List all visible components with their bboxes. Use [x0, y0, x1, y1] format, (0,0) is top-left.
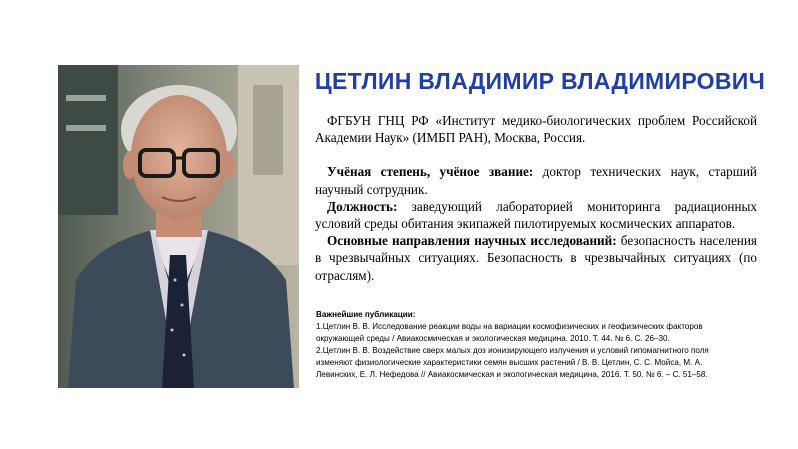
research-value: безопасность населения в чрезвычайных ситуациях. Безопасность в чрезвычайных ситуациях (по отраслям). [315, 233, 757, 283]
research-paragraph [315, 232, 757, 284]
position-paragraph [315, 198, 757, 232]
bio-text [315, 112, 757, 284]
person-name-title: ЦЕТЛИН ВЛАДИМИР ВЛАДИМИРОВИЧ [314, 68, 766, 94]
portrait-photo [58, 65, 299, 388]
publication-line: 1.Цетлин В. В. Исследование реакции воды на вариации космофизических и геофизических факторов [316, 322, 703, 332]
research-label: Основные направления научных исследований: [327, 233, 617, 249]
affiliation-text: ФГБУН ГНЦ РФ «Институт медико-биологических проблем Российской Академии Наук» (ИМБП РАН), Москва, Россия. [315, 113, 757, 146]
publications-block [316, 309, 776, 382]
degree-value: доктор технических наук, старший научный сотрудник. [315, 164, 757, 197]
portrait-illustration [58, 65, 299, 388]
degree-label: Учёная степень, учёное звание: [327, 164, 534, 180]
degree-paragraph [315, 163, 757, 197]
publication-line: изменяют физиологические характеристики семян высших растений / В. В. Цетлин, С. С. Мойса, М. А. [316, 358, 703, 368]
position-label: Должность: [327, 198, 398, 214]
position-value: заведующий лабораторией мониторинга радиационных условий среды обитания экипажей пилотируемых космических аппаратов. [315, 198, 757, 232]
publication-line: Левинских, Е. Л. Нефедова // Авиакосмическая и экологическая медицина, 2016. Т. 50. № 6. – С. 51–58. [316, 370, 708, 380]
publications-heading: Важнейшие публикации: [316, 310, 416, 319]
publication-line: 2.Цетлин В. В. Воздействие сверх малых доз ионизирующего излучения и условий гипомагнитного поля [316, 346, 709, 356]
publication-line: окружающей среды / Авиакосмическая и экологическая медицина. 2010. Т. 44. № 6. С. 26–30. [316, 334, 670, 344]
